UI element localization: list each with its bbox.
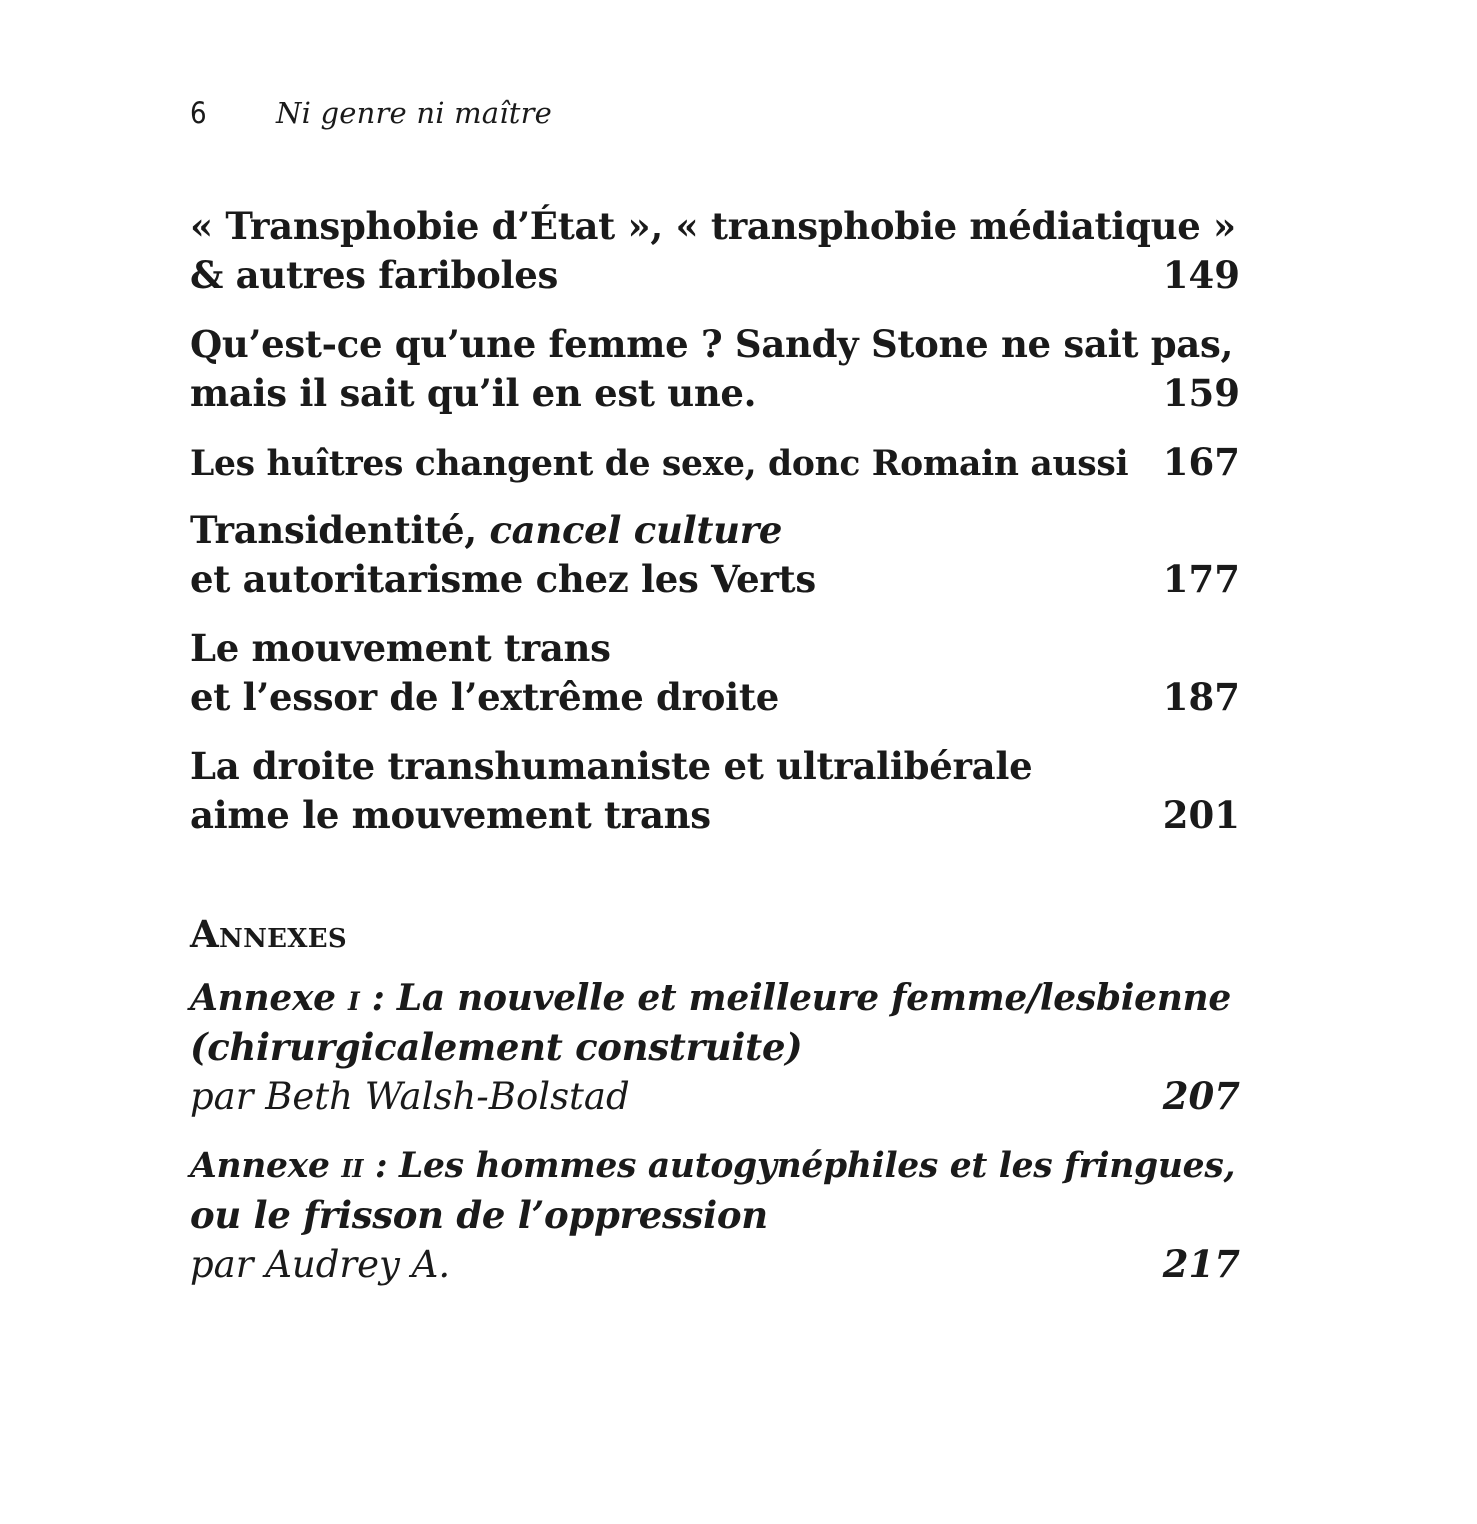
toc-entry-title-line: et autoritarisme chez les Verts [190,557,816,601]
toc-entry-title-line: Qu’est-ce qu’une femme ? Sandy Stone ne sait pas, [190,322,1234,366]
annex-numeral: ii [341,1146,364,1186]
toc-entry-page: 159 [1162,371,1240,415]
annex-page: 217 [1162,1242,1240,1286]
toc-entry-page: 149 [1162,253,1240,297]
annex-entry [190,1142,1240,1289]
toc-entry-page: 177 [1162,557,1240,601]
annex-label: Annexe [190,977,348,1019]
toc-entry-title-line: mais il sait qu’il en est une. [190,371,757,415]
annex-page: 207 [1162,1074,1240,1118]
page-number: 6 [190,96,207,130]
toc-entry-title-line: « Transphobie d’État », « transphobie médiatique » [190,204,1236,248]
annexes-heading: Annexes [190,912,347,956]
toc-entry-page: 167 [1162,440,1240,484]
annex-author: par Beth Walsh-Bolstad [190,1075,630,1118]
toc-entry-title-line: & autres fariboles [190,253,559,297]
annex-title: : Les hommes autogynéphiles et les fringues, [363,1146,1236,1186]
annex-entry [190,974,1240,1121]
toc-entry-title-line: Le mouvement trans [190,626,611,670]
annex-title-line [190,974,1240,1023]
toc-entry [190,438,1240,489]
annex-author: par Audrey A. [190,1243,451,1286]
toc-entry-title-line: aime le mouvement trans [190,793,711,837]
toc-entry-title-line: et l’essor de l’extrême droite [190,675,779,719]
annex-numeral: i [347,977,360,1019]
toc-entry-title-line [190,506,1240,555]
annex-title-line: (chirurgicalement construite) [190,1025,803,1069]
running-title: Ni genre ni maître [276,96,553,130]
running-header [190,96,552,140]
toc-entry [190,624,1240,722]
annex-title-line: ou le frisson de l’oppression [190,1193,768,1237]
toc-entry [190,506,1240,604]
toc-entry-page: 201 [1162,793,1240,837]
annex-title: : La nouvelle et meilleure femme/lesbienne [359,977,1232,1019]
toc-entry-title-line: La droite transhumaniste et ultralibérale [190,744,1033,788]
toc-entry [190,320,1240,418]
toc-entry [190,742,1240,840]
annex-title-line [190,1142,1240,1191]
toc-entry-title-prefix: Transidentité, [190,508,490,552]
toc-entry [190,202,1240,300]
toc-entry-page: 187 [1162,675,1240,719]
toc-entry-title-line: Les huîtres changent de sexe, donc Romain aussi [190,444,1129,484]
toc-entry-title-italic: cancel culture [489,508,783,552]
annex-label: Annexe [190,1146,342,1186]
